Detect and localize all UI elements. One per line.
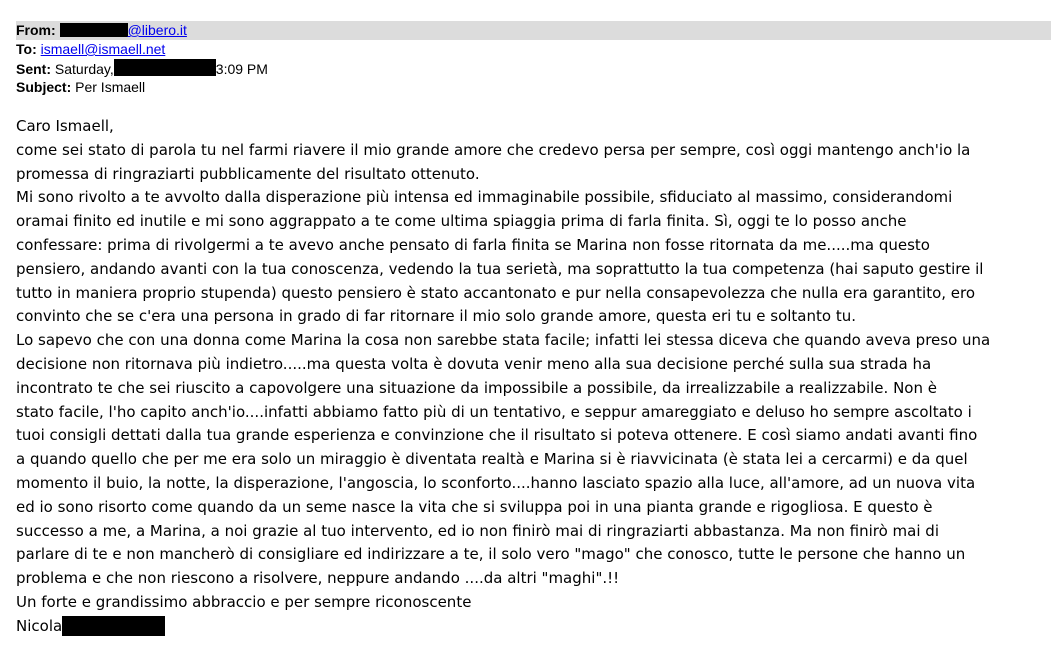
subject-row [16, 78, 1051, 97]
redaction-bar [60, 23, 128, 37]
letter-line: tuoi consigli dettati dalla tua grande esperienza e convinzione che il risultato si poteva ottenere. E così siamo andati avanti fino [16, 426, 978, 445]
letter-line: Caro Ismaell, [16, 117, 114, 135]
to-label: To: [16, 41, 37, 57]
sent-time: 3:09 PM [215, 61, 268, 77]
subject-label: Subject: [16, 79, 72, 95]
letter-line: a quando quello che per me era solo un miraggio è diventata realtà e Marina si è riavvicinata (è stata lei a cercarmi) e da quel [16, 450, 968, 469]
from-row [16, 21, 1051, 40]
letter-line: momento il buio, la notte, la disperazione, l'angoscia, lo sconforto....hanno lasciato spazio alla luce, all'amore, ad un nuova vita [16, 473, 976, 492]
letter-line: Mi sono rivolto a te avvolto dalla disperazione più intensa ed immaginabile possibile, sfiduciato al massimo, considerandomi [16, 188, 953, 207]
signature-line [16, 615, 1056, 639]
from-address-domain[interactable]: @libero.it [127, 22, 187, 38]
email-header [16, 21, 1051, 97]
from-label: From: [16, 22, 56, 38]
letter-line: Lo sapevo che con una donna come Marina la cosa non sarebbe stata facile; infatti lei stessa diceva che quando aveva preso una [16, 331, 991, 350]
letter-line: Un forte e grandissimo abbraccio e per sempre riconoscente [16, 592, 472, 611]
letter-line: successo a me, a Marina, a noi grazie al tuo intervento, ed io non finirò mai di ringraziarti abbastanza. Ma non finirò mai di [16, 521, 939, 540]
letter-line: parlare di te e non mancherò di consigliare ed indirizzare a te, il solo vero "mago" che conosco, tutte le persone che hanno un [16, 545, 966, 564]
letter-line: confessare: prima di rivolgermi a te avevo anche pensato di farla finita se Marina non fosse ritornata da me.....ma questo [16, 235, 930, 254]
to-row [16, 40, 1051, 59]
letter-line: incontrato te che sei riuscito a capovolgere una situazione da impossibile a possibile, da irrealizzabile a realizzabile. Non è [16, 378, 937, 397]
subject-value: Per Ismaell [75, 79, 146, 95]
letter-line: promessa di ringraziarti pubblicamente del risultato ottenuto. [16, 164, 480, 183]
signature-name: Nicola [16, 616, 63, 635]
letter-line: oramai finito ed inutile e mi sono aggrappato a te come ultima spiaggia prima di farla finita. Sì, oggi te lo posso anche [16, 212, 907, 231]
letter-line: ed io sono risorto come quando da un seme nasce la vita che si sviluppa poi in una pianta grande e rigogliosa. E questo è [16, 497, 933, 516]
sent-label: Sent: [16, 61, 51, 77]
letter-line: pensiero, andando avanti con la tua conoscenza, vedendo la tua serietà, ma soprattutto la tua competenza (hai saputo gestire il [16, 259, 984, 278]
letter-body [16, 115, 1056, 639]
letter-line: tutto in maniera proprio stupenda) questo pensiero è stato accantonato e pur nella consapevolezza che nulla era garantito, ero [16, 283, 976, 302]
letter-line: convinto che se c'era una persona in grado di far ritornare il mio solo grande amore, questa eri tu e soltanto tu. [16, 307, 856, 326]
letter-line: problema e che non riescono a risolvere, neppure andando ....da altri "maghi".!! [16, 569, 620, 588]
sent-row [16, 59, 1051, 78]
letter-line: come sei stato di parola tu nel farmi riavere il mio grande amore che credevo persa per sempre, così oggi mantengo anch'io la [16, 140, 971, 159]
sent-day: Saturday, [54, 61, 114, 77]
to-address-link[interactable]: ismaell@ismaell.net [40, 41, 166, 57]
redaction-bar [62, 616, 165, 636]
letter-line: stato facile, l'ho capito anch'io....infatti abbiamo fatto più di un tentativo, e seppur amareggiato e deluso ho sempre ascoltato i [16, 402, 972, 421]
letter-line: decisione non ritornava più indietro.....ma questa volta è dovuta venir meno alla sua decisione perché sulla sua strada ha [16, 354, 932, 373]
redaction-bar [114, 59, 216, 76]
